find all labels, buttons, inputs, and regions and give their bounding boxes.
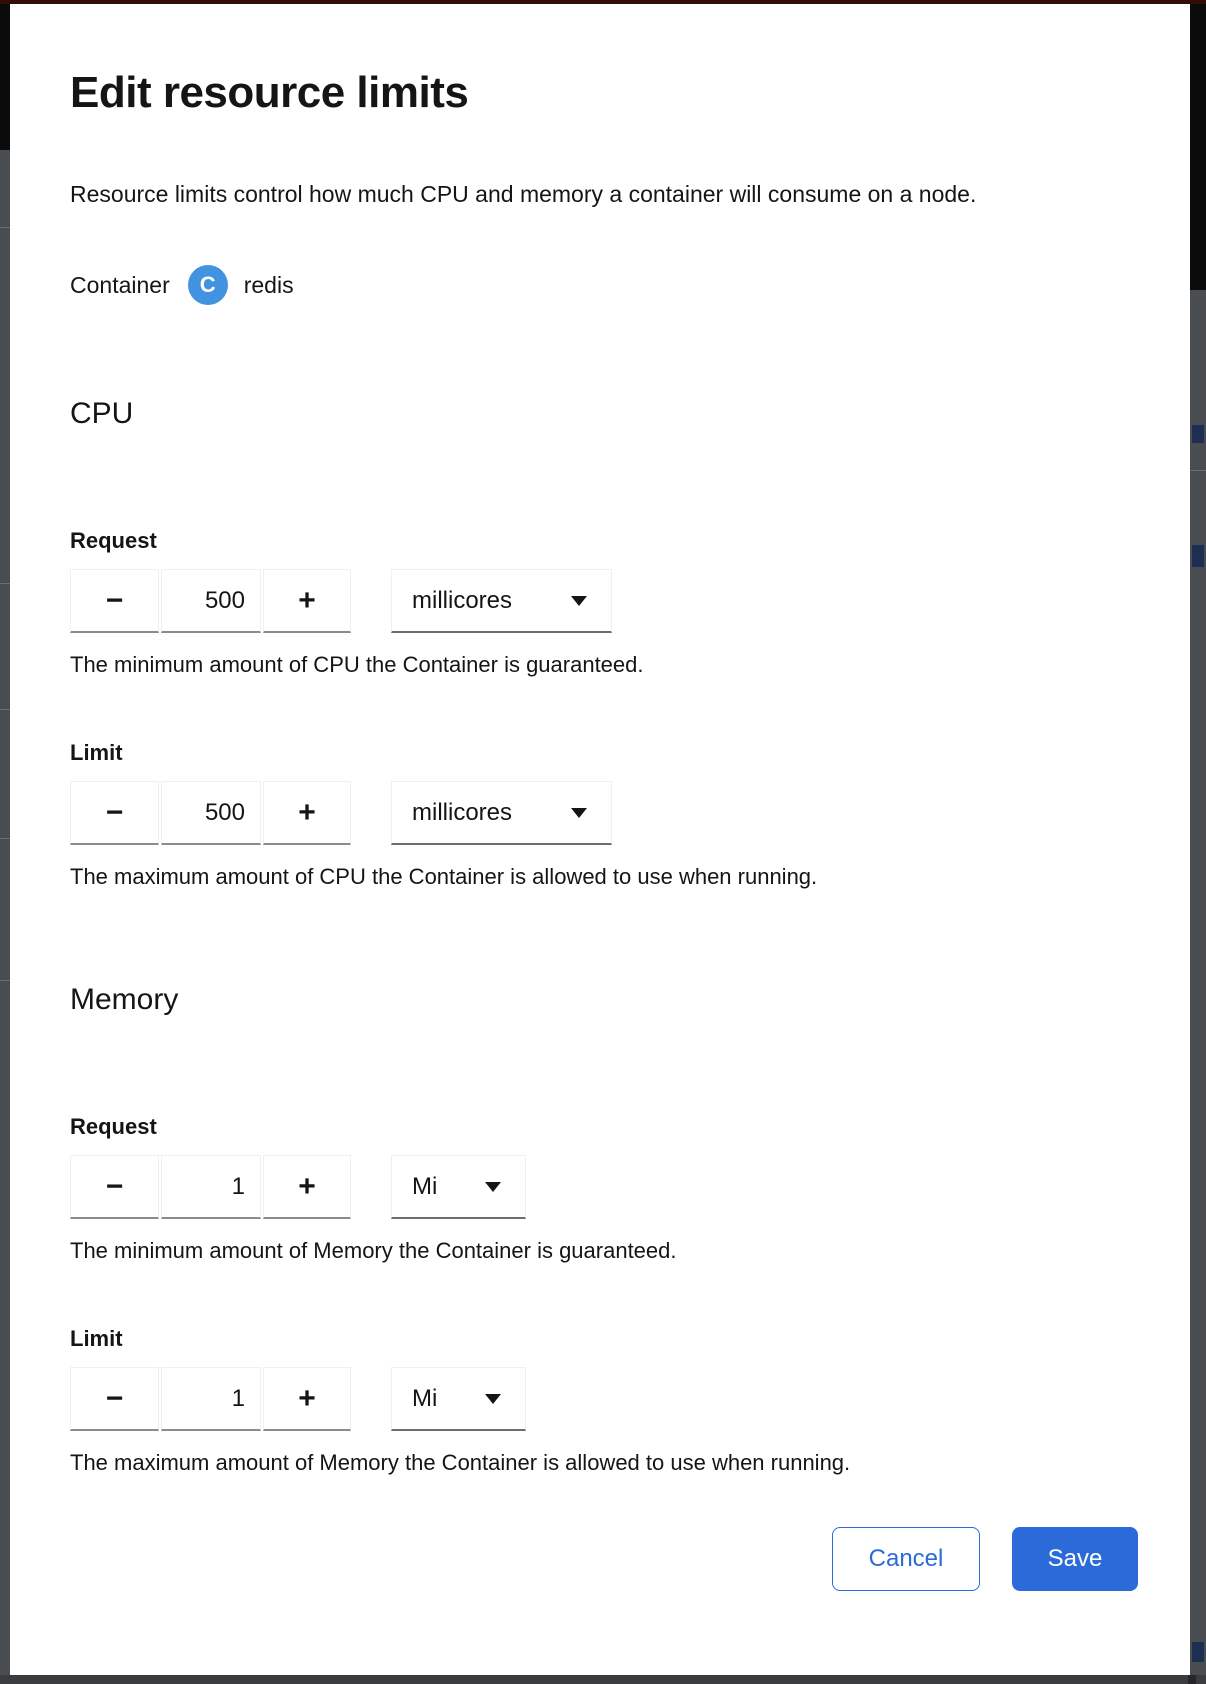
modal-footer	[10, 1527, 1190, 1591]
backdrop-line	[0, 980, 10, 981]
container-label: Container	[70, 271, 170, 298]
modal-title: Edit resource limits	[70, 68, 469, 117]
section-heading-cpu: CPU	[70, 397, 134, 430]
minus-button[interactable]: −	[70, 781, 159, 845]
unit-dropdown-value: millicores	[412, 586, 513, 614]
container-row	[70, 265, 1138, 305]
memory-limit-value-cell	[161, 1367, 261, 1431]
container-badge-icon: C	[188, 265, 228, 305]
memory-request-value-cell	[161, 1155, 261, 1219]
plus-button[interactable]: +	[263, 1367, 351, 1431]
field-label-memory-limit: Limit	[70, 1326, 123, 1351]
backdrop-right-dark-header	[1190, 4, 1206, 290]
minus-button[interactable]: −	[70, 1367, 159, 1431]
minus-button[interactable]: −	[70, 569, 159, 633]
container-name: redis	[243, 271, 294, 298]
cpu-request-helper-text: The minimum amount of CPU the Container is guaranteed.	[70, 652, 644, 677]
modal-description: Resource limits control how much CPU and memory a container will consume on a node.	[70, 181, 977, 207]
window-bottom-notch	[1188, 1675, 1196, 1684]
edit-resource-limits-modal	[10, 4, 1190, 1675]
chevron-down-icon	[571, 596, 587, 606]
cpu-limit-controls	[70, 781, 1138, 845]
cpu-limit-helper-text: The maximum amount of CPU the Container is allowed to use when running.	[70, 864, 818, 889]
chevron-down-icon	[485, 1182, 501, 1192]
backdrop-left-edge	[0, 4, 10, 1675]
cpu-limit-stepper	[70, 781, 351, 845]
section-heading-memory: Memory	[70, 983, 179, 1016]
cpu-request-input[interactable]	[162, 570, 260, 631]
unit-dropdown-value: millicores	[412, 798, 513, 826]
save-button[interactable]: Save	[1012, 1527, 1138, 1591]
memory-request-stepper	[70, 1155, 351, 1219]
memory-limit-controls	[70, 1367, 1138, 1431]
backdrop-mark	[1192, 545, 1204, 567]
memory-request-unit-dropdown[interactable]	[391, 1155, 526, 1219]
cpu-limit-value-cell	[161, 781, 261, 845]
backdrop-line	[0, 709, 10, 710]
memory-limit-unit-dropdown[interactable]	[391, 1367, 526, 1431]
memory-request-controls	[70, 1155, 1138, 1219]
field-label-cpu-request: Request	[70, 528, 157, 553]
memory-request-input[interactable]	[162, 1156, 260, 1217]
field-label-memory-request: Request	[70, 1114, 157, 1139]
memory-request-helper-text: The minimum amount of Memory the Container is guaranteed.	[70, 1238, 677, 1263]
cpu-request-value-cell	[161, 569, 261, 633]
modal-body	[10, 4, 1190, 1477]
backdrop-mark	[1192, 1642, 1204, 1662]
backdrop-right-edge	[1190, 4, 1206, 1675]
backdrop-line	[0, 838, 10, 839]
cpu-request-unit-dropdown[interactable]	[391, 569, 612, 633]
cpu-limit-input[interactable]	[162, 782, 260, 843]
memory-limit-helper-text: The maximum amount of Memory the Container is allowed to use when running.	[70, 1450, 851, 1475]
cpu-limit-unit-dropdown[interactable]	[391, 781, 612, 845]
cpu-request-controls	[70, 569, 1138, 633]
cpu-request-stepper	[70, 569, 351, 633]
backdrop-line	[0, 583, 10, 584]
plus-button[interactable]: +	[263, 781, 351, 845]
plus-button[interactable]: +	[263, 1155, 351, 1219]
plus-button[interactable]: +	[263, 569, 351, 633]
memory-limit-input[interactable]	[162, 1368, 260, 1429]
memory-limit-stepper	[70, 1367, 351, 1431]
backdrop-mark	[1192, 425, 1204, 443]
chevron-down-icon	[485, 1394, 501, 1404]
chevron-down-icon	[571, 808, 587, 818]
unit-dropdown-value: Mi	[412, 1384, 438, 1412]
backdrop-left-dark-header	[0, 4, 10, 150]
unit-dropdown-value: Mi	[412, 1172, 438, 1200]
window-bottom-edge	[0, 1675, 1206, 1684]
field-label-cpu-limit: Limit	[70, 740, 123, 765]
minus-button[interactable]: −	[70, 1155, 159, 1219]
backdrop-line	[1190, 470, 1206, 471]
backdrop-line	[0, 227, 10, 228]
cancel-button[interactable]: Cancel	[832, 1527, 980, 1591]
